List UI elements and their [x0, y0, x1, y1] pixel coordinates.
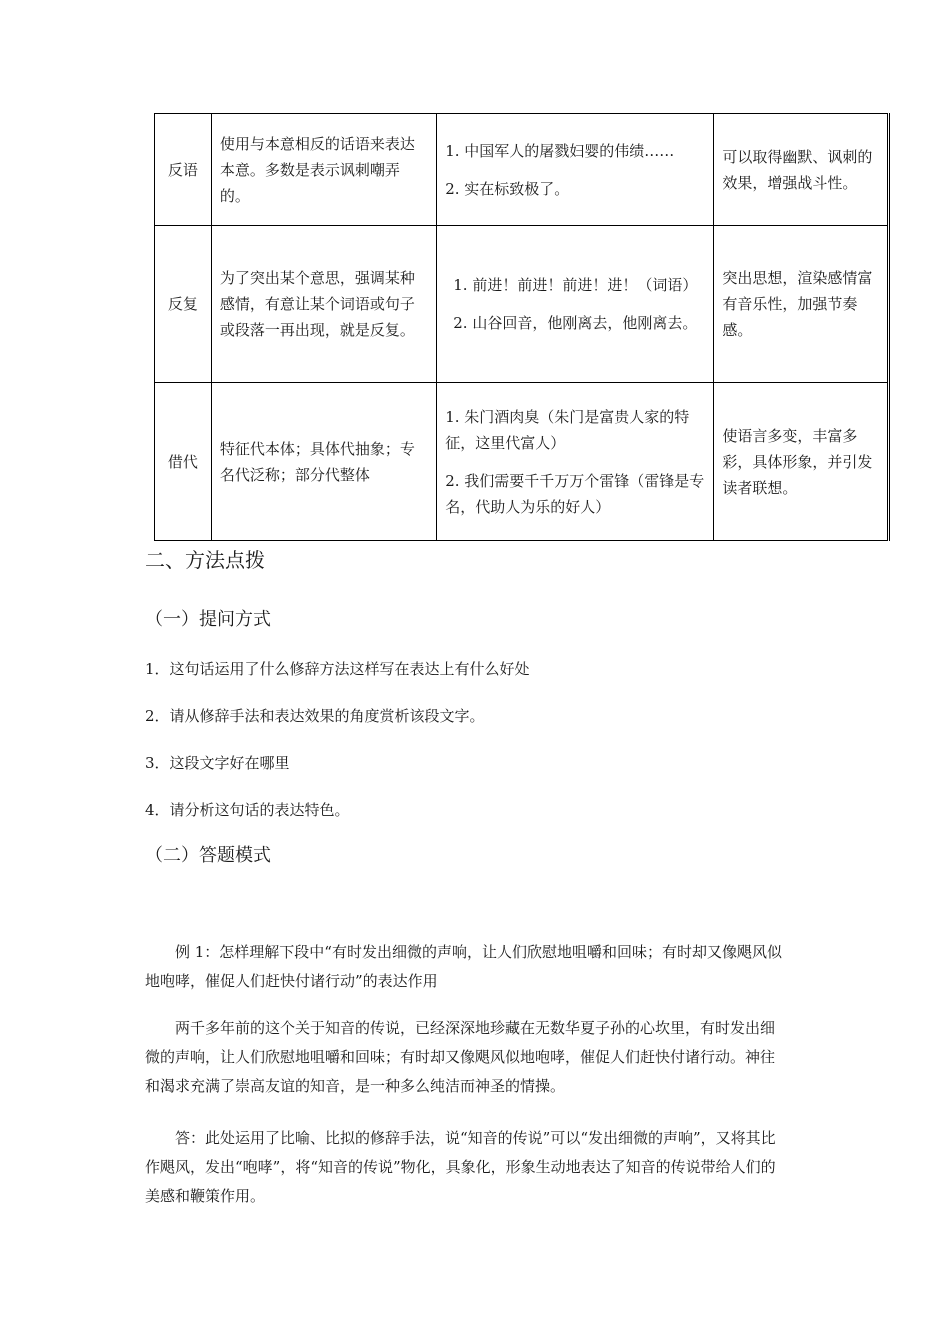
example-line: 1. 朱门酒肉臭（朱门是富贵人家的特征，这里代富人）	[445, 407, 690, 452]
question-item: 1．这句话运用了什么修辞方法这样写在表达上有什么好处	[145, 660, 530, 678]
example-line: 2. 实在标致极了。	[445, 179, 570, 198]
example-answer: 答：此处运用了比喻、比拟的修辞手法，说“知音的传说”可以“发出细微的声响”，又将其比作飓风，发出“咆哮”，将“知音的传说”物化，具象化，形象生动地表达了知音的传说带给人们的美感和鞭策作用。	[145, 1129, 776, 1205]
effect-cell: 可以取得幽默、讽刺的效果，增强战斗性。	[714, 114, 889, 226]
question-item: 4．请分析这句话的表达特色。	[145, 801, 350, 819]
device-name-cell: 反复	[155, 226, 212, 383]
examples-cell	[437, 383, 714, 541]
example-line: 1. 中国军人的屠戮妇婴的伟绩……	[445, 141, 675, 160]
table-row	[155, 114, 889, 226]
example-line: 2. 我们需要千千万万个雷锋（雷锋是专名，代助人为乐的好人）	[445, 471, 705, 516]
examples-cell	[437, 114, 714, 226]
table-row	[155, 383, 889, 541]
example-question: 例 1：怎样理解下段中“有时发出细微的声响，让人们欣慰地咀嚼和回味；有时却又像飓风似地咆哮，催促人们赶快付诸行动”的表达作用	[145, 943, 782, 990]
examples-cell	[437, 226, 714, 383]
effect-cell: 突出思想，渲染感情富有音乐性，加强节奏感。	[714, 226, 889, 383]
subsection-heading-questions: （一）提问方式	[145, 609, 271, 630]
example-line: 2. 山谷回音，他刚离去，他刚离去。	[453, 314, 698, 332]
definition-cell: 特征代本体；具体代抽象；专名代泛称；部分代整体	[211, 383, 436, 541]
example-line: 1. 前进！前进！前进！进！（词语）	[453, 276, 698, 294]
definition-cell: 为了突出某个意思，强调某种感情，有意让某个词语或句子或段落一再出现，就是反复。	[211, 226, 436, 383]
table-row	[155, 226, 889, 383]
device-name-cell: 反语	[155, 114, 212, 226]
subsection-heading-answer-mode: （二）答题模式	[145, 845, 271, 866]
section-heading: 二、方法点拨	[145, 548, 265, 572]
effect-cell: 使语言多变，丰富多彩，具体形象，并引发读者联想。	[714, 383, 889, 541]
example-passage: 两千多年前的这个关于知音的传说，已经深深地珍藏在无数华夏子孙的心坎里，有时发出细微的声响，让人们欣慰地咀嚼和回味；有时却又像飓风似地咆哮，催促人们赶快付诸行动。神往和渴求充满了崇高友谊的知音，是一种多么纯洁而神圣的情操。	[145, 1019, 776, 1095]
definition-cell: 使用与本意相反的话语来表达本意。多数是表示讽刺嘲弄的。	[211, 114, 436, 226]
device-name-cell: 借代	[155, 383, 212, 541]
rhetoric-table	[154, 113, 890, 541]
question-item: 2．请从修辞手法和表达效果的角度赏析该段文字。	[145, 707, 485, 725]
question-item: 3．这段文字好在哪里	[145, 754, 290, 772]
